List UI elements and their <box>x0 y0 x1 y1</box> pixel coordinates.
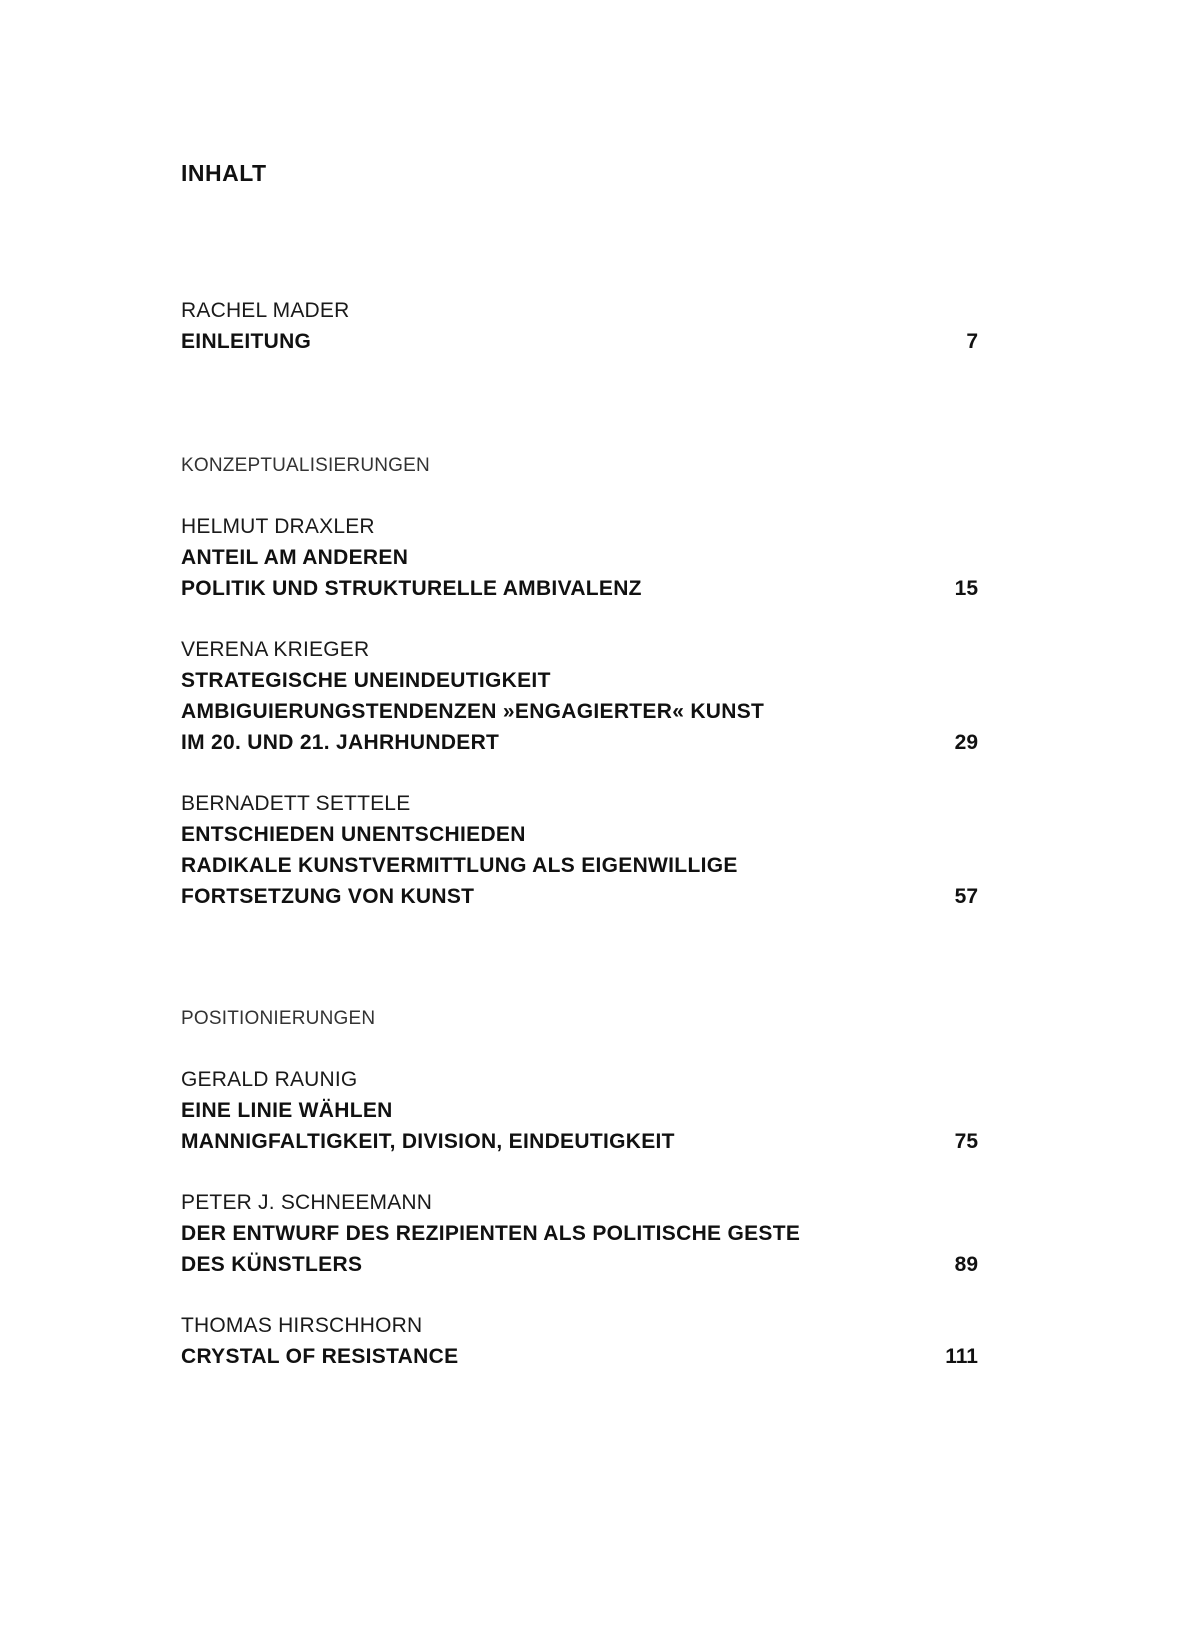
entry-title-line: EINE LINIE WÄHLEN <box>181 1099 393 1122</box>
entry-author: GERALD RAUNIG <box>181 1068 358 1091</box>
entry-title-line: EINLEITUNG <box>181 330 312 353</box>
entry-title-line: POLITIK UND STRUKTURELLE AMBIVALENZ <box>181 577 642 600</box>
entry-author: PETER J. SCHNEEMANN <box>181 1191 433 1214</box>
entry-title-line: IM 20. UND 21. JAHRHUNDERT <box>181 731 500 754</box>
entry-title-line: ENTSCHIEDEN UNENTSCHIEDEN <box>181 823 526 846</box>
entry-page-number: 57 <box>954 885 978 908</box>
entry-page-number: 111 <box>945 1345 978 1368</box>
entry-author: RACHEL MADER <box>181 299 350 322</box>
entry-title-line: DER ENTWURF DES REZIPIENTEN ALS POLITISCHE GESTE <box>181 1222 801 1245</box>
entry-page-number: 15 <box>954 577 978 600</box>
entry-author: BERNADETT SETTELE <box>181 792 411 815</box>
entry-author: HELMUT DRAXLER <box>181 515 375 538</box>
section-heading: KONZEPTUALISIERUNGEN <box>181 455 430 476</box>
entry-title-line: CRYSTAL OF RESISTANCE <box>181 1345 459 1368</box>
entry-page-number: 7 <box>966 330 978 353</box>
section-heading: POSITIONIERUNGEN <box>181 1008 376 1029</box>
entry-title-line: ANTEIL AM ANDEREN <box>181 546 409 569</box>
entry-page-number: 89 <box>954 1253 978 1276</box>
entry-title-line: RADIKALE KUNSTVERMITTLUNG ALS EIGENWILLIGE <box>181 854 738 877</box>
entry-title-line: FORTSETZUNG VON KUNST <box>181 885 475 908</box>
entry-title-line: AMBIGUIERUNGSTENDENZEN »ENGAGIERTER« KUNST <box>181 700 765 723</box>
entry-title-line: STRATEGISCHE UNEINDEUTIGKEIT <box>181 669 551 692</box>
entry-title-line: MANNIGFALTIGKEIT, DIVISION, EINDEUTIGKEIT <box>181 1130 675 1153</box>
entry-page-number: 29 <box>954 731 978 754</box>
entry-page-number: 75 <box>954 1130 978 1153</box>
entry-author: THOMAS HIRSCHHORN <box>181 1314 423 1337</box>
page-title: INHALT <box>181 160 267 186</box>
entry-title-line: DES KÜNSTLERS <box>181 1253 363 1276</box>
entry-author: VERENA KRIEGER <box>181 638 370 661</box>
